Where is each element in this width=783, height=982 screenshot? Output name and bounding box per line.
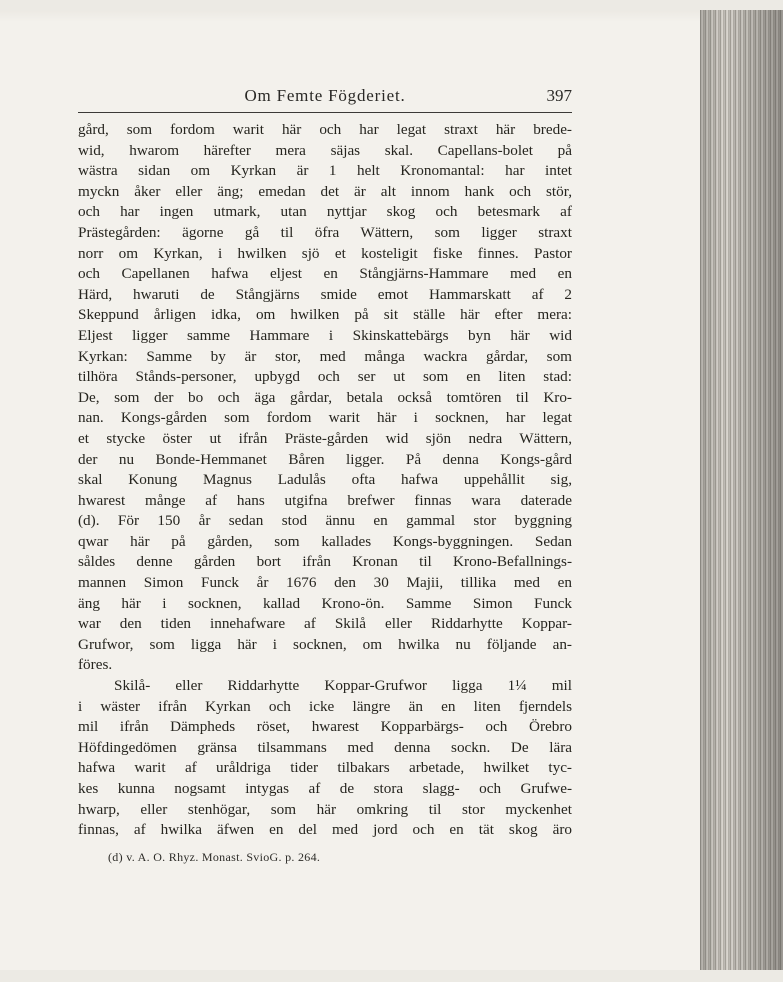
text-line: Skeppund årligen idka, om hwilken på sit ställe här efter mera: (78, 306, 572, 324)
text-line: hwarp, eller stenhögar, som här omkring til stor myckenhet (78, 800, 572, 818)
text-line: nan. Kongs-gården som fordom warit här i socknen, har legat (78, 409, 572, 427)
text-line: mil ifrån Dämpheds röset, hwarest Kopparbärgs- och Örebro (78, 718, 572, 736)
body-text (78, 120, 572, 841)
text-line: och Capellanen hafwa eljest en Stångjärns-Hammare med en (78, 265, 572, 283)
running-title: Om Femte Fögderiet. (244, 86, 406, 105)
text-line: war den tiden innehafware af Skilå eller Riddarhytte Koppar- (78, 615, 572, 633)
text-line: De, som der bo och äga gårdar, betala också tomtören til Kro- (78, 388, 572, 406)
text-line: hafwa warit af uråldriga tider tilbakars arbetade, hwilket tyc- (78, 759, 572, 777)
header-rule (78, 112, 572, 113)
scan-border-bottom (0, 970, 783, 982)
text-line: myckn åker eller äng; emedan det är alt innom hank och stör, (78, 182, 572, 200)
text-line: och har ingen utmark, utan nyttjar skog och betesmark af (78, 203, 572, 221)
text-line: äng här i socknen, kallad Krono-ön. Samme Simon Funck (78, 594, 572, 612)
page-edges-shade (700, 10, 783, 970)
text-line: Eljest ligger samme Hammare i Skinskattebärgs byn här wid (78, 326, 572, 344)
text-line: hwarest månge af hans utgifna brefwer finnas wara daterade (78, 491, 572, 509)
text-line: wästra sidan om Kyrkan är 1 helt Kronomantal: har intet (78, 162, 572, 180)
text-line: tilhöra Stånds-personer, upbygd och ser ut som en liten stad: (78, 368, 572, 386)
text-line: mannen Simon Funck år 1676 den 30 Majii, tillika med en (78, 574, 572, 592)
text-line: Höfdingedömen gränsa tilsammans med denna sockn. De lära (78, 738, 572, 756)
text-line: kes kunna nogsamt intygas af de stora slagg- och Grufwe- (78, 780, 572, 797)
scan-border-top (0, 0, 783, 10)
footnote: (d) v. A. O. Rhyz. Monast. SvioG. p. 264. (108, 850, 321, 864)
text-line: finnas, af hwilka äfwen en del med jord och en tät skog äro (78, 821, 572, 839)
text-line: Härd, hwaruti de Stångjärns smide emot Hammarskatt af 2 (78, 285, 572, 303)
text-line: (d). För 150 år sedan stod ännu en gammal stor byggning (78, 512, 572, 530)
text-line: föres. (78, 656, 113, 674)
text-line: et stycke öster ut ifrån Präste-gården wid sjön nedra Wättern, (78, 429, 572, 447)
text-line: der nu Bonde-Hemmanet Båren ligger. På denna Kongs-gård (78, 450, 572, 468)
text-line: norr om Kyrkan, i hwilken sjö et kosteligit fiske finnes. Pastor (78, 244, 572, 262)
text-line: i wäster ifrån Kyrkan och icke längre än en liten fjerndels (78, 697, 572, 715)
text-line: Grufwor, som ligga här i socknen, om hwilka nu följande an- (78, 635, 572, 653)
page-number: 397 (546, 86, 572, 105)
text-line: Skilå- eller Riddarhytte Koppar-Grufwor ligga 1¼ mil (114, 677, 572, 695)
text-line: Prästegården: ägorne gå til öfra Wättern, som ligger straxt (78, 223, 572, 241)
text-line: qwar här på gården, som kallades Kongs-byggningen. Sedan (78, 532, 572, 550)
text-line: gård, som fordom warit här och har legat straxt här brede- (78, 121, 572, 138)
text-line: Kyrkan: Samme by är stor, med många wackra gårdar, som (78, 347, 572, 365)
text-line: wid, hwarom härefter mera säjas skal. Capellans-bolet på (78, 141, 572, 159)
text-line: såldes denne gården bort ifrån Kronan til Krono-Befallnings- (78, 553, 572, 571)
page-header (78, 86, 572, 110)
text-line: skal Konung Magnus Ladulås ofta hafwa uppehållit sig, (78, 471, 572, 489)
